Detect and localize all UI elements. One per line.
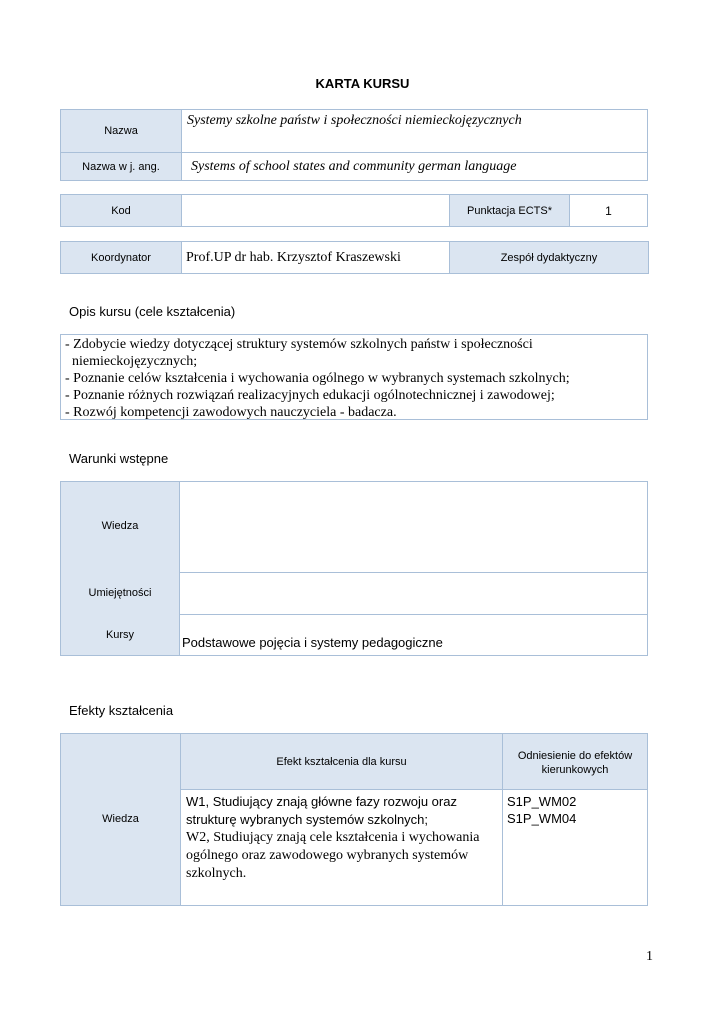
ects-value: 1 [570, 195, 648, 227]
objective-line: - Poznanie celów kształcenia i wychowania ogólnego w wybranych systemach szkolnych; [65, 371, 570, 386]
prereq-skills-value [179, 572, 648, 615]
prereq-courses-box [179, 614, 648, 656]
objectives-heading: Opis kursu (cele kształcenia) [69, 304, 236, 319]
effect-line: W2, Studiujący znają cele kształcenia i wychowania [186, 830, 480, 845]
objective-line: niemieckojęzycznych; [72, 354, 198, 369]
coordinator-label: Koordynator [61, 242, 182, 274]
outcomes-knowledge-label: Wiedza [102, 813, 139, 825]
reference-code: S1P_WM04 [507, 811, 577, 826]
objective-line: - Poznanie różnych rozwiązań realizacyjnych edukacji ogólnotechnicznej i zawodowej; [65, 388, 555, 403]
name-label: Nazwa [61, 110, 182, 153]
objective-line: - Zdobycie wiedzy dotyczącej struktury systemów szkolnych państw i społeczności [65, 337, 533, 352]
coordinator-table [60, 241, 649, 274]
course-name-table [60, 109, 648, 181]
code-value [182, 195, 450, 227]
code-ects-table [60, 194, 648, 227]
team-label: Zespół dydaktyczny [450, 242, 649, 274]
page-number: 1 [646, 949, 653, 964]
objectives-box [60, 334, 648, 420]
prereq-knowledge-label: Wiedza [101, 520, 139, 532]
code-label: Kod [61, 195, 182, 227]
effect-column-header: Efekt kształcenia dla kursu [276, 756, 407, 768]
prereq-courses-label: Kursy [105, 629, 135, 641]
outcomes-effect-cell [180, 789, 503, 906]
outcomes-heading: Efekty kształcenia [69, 703, 174, 718]
effect-line: szkolnych. [186, 866, 247, 881]
outcomes-reference-header [502, 733, 648, 790]
prerequisites-heading: Warunki wstępne [69, 451, 169, 466]
prerequisites-label-column [60, 481, 180, 656]
name-en-value: Systems of school states and community german language [182, 153, 648, 181]
objective-line: - Rozwój kompetencji zawodowych nauczyciela - badacza. [65, 405, 397, 420]
name-value: Systemy szkolne państw i społeczności niemieckojęzycznych [182, 110, 648, 153]
reference-code: S1P_WM02 [507, 794, 577, 809]
prereq-skills-label: Umiejętności [88, 587, 152, 599]
coordinator-value: Prof.UP dr hab. Krzysztof Kraszewski [182, 242, 450, 274]
outcomes-label-column [60, 733, 181, 906]
ects-label: Punktacja ECTS* [450, 195, 570, 227]
page-title: KARTA KURSU [315, 76, 410, 91]
outcomes-effect-header [180, 733, 503, 790]
name-en-label: Nazwa w j. ang. [61, 153, 182, 181]
prereq-knowledge-value [179, 481, 648, 573]
effect-line: W1, Studiujący znają główne fazy rozwoju oraz [186, 794, 457, 809]
outcomes-reference-cell [502, 789, 648, 906]
effect-line: strukturę wybranych systemów szkolnych; [186, 812, 429, 827]
effect-line: ogólnego oraz zawodowego wybranych systemów [186, 848, 469, 863]
reference-column-header: Odniesienie do efektów kierunkowych [517, 750, 633, 776]
prereq-courses-value: Podstawowe pojęcia i systemy pedagogiczne [182, 635, 443, 650]
